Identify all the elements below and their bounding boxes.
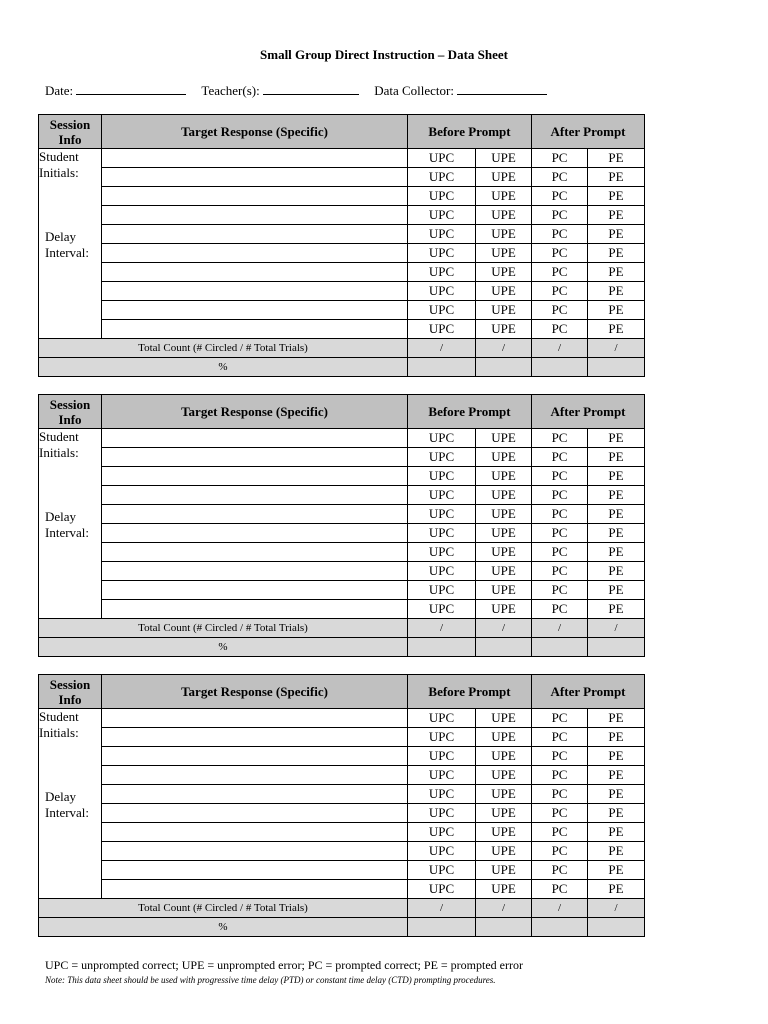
response-code-cell[interactable]: UPE <box>476 524 532 543</box>
response-code-cell[interactable]: PC <box>532 282 588 301</box>
date-label: Date: <box>45 83 74 98</box>
student-initials-label: Student Initials: <box>39 429 79 460</box>
response-code-cell[interactable]: PC <box>532 747 588 766</box>
response-code-cell[interactable]: UPC <box>408 282 476 301</box>
target-response-cell[interactable] <box>102 842 408 861</box>
response-code-cell[interactable]: UPE <box>476 804 532 823</box>
total-count-cell[interactable]: / <box>476 619 532 638</box>
response-code-cell[interactable]: UPE <box>476 842 532 861</box>
target-response-cell[interactable] <box>102 467 408 486</box>
percent-cell[interactable] <box>588 918 645 937</box>
data-table <box>38 114 645 377</box>
target-response-cell[interactable] <box>102 524 408 543</box>
trial-row <box>39 543 645 562</box>
trial-row <box>39 149 645 168</box>
session-info-header: Session Info <box>39 115 102 149</box>
target-response-cell[interactable] <box>102 543 408 562</box>
response-code-cell[interactable]: UPE <box>476 562 532 581</box>
target-response-cell[interactable] <box>102 581 408 600</box>
response-code-cell[interactable]: UPE <box>476 600 532 619</box>
response-code-cell[interactable]: PE <box>588 823 645 842</box>
delay-interval-label: Delay Interval: <box>45 509 90 540</box>
response-code-cell[interactable]: UPE <box>476 581 532 600</box>
trial-row <box>39 766 645 785</box>
session-info-header: Session Info <box>39 675 102 709</box>
response-code-cell[interactable]: UPC <box>408 823 476 842</box>
response-code-cell[interactable]: UPE <box>476 505 532 524</box>
response-code-cell[interactable]: UPE <box>476 244 532 263</box>
response-code-cell[interactable]: UPC <box>408 467 476 486</box>
target-response-cell[interactable] <box>102 747 408 766</box>
before-prompt-header: Before Prompt <box>408 395 532 429</box>
response-code-cell[interactable]: PE <box>588 244 645 263</box>
table-header-row <box>39 675 645 709</box>
total-count-cell[interactable]: / <box>476 339 532 358</box>
response-code-cell[interactable]: PE <box>588 301 645 320</box>
response-code-cell[interactable]: PC <box>532 709 588 728</box>
target-response-cell[interactable] <box>102 823 408 842</box>
total-count-cell[interactable]: / <box>476 899 532 918</box>
before-prompt-header: Before Prompt <box>408 675 532 709</box>
response-code-cell[interactable]: UPC <box>408 524 476 543</box>
after-prompt-header: After Prompt <box>532 115 645 149</box>
percent-cell[interactable] <box>476 638 532 657</box>
trial-row <box>39 505 645 524</box>
response-code-cell[interactable]: UPE <box>476 766 532 785</box>
response-code-cell[interactable]: UPE <box>476 747 532 766</box>
total-count-row <box>39 339 645 358</box>
response-code-cell[interactable]: PE <box>588 225 645 244</box>
table-header-row <box>39 395 645 429</box>
response-code-cell[interactable]: UPE <box>476 282 532 301</box>
response-code-cell[interactable]: UPC <box>408 263 476 282</box>
target-response-cell[interactable] <box>102 149 408 168</box>
target-response-cell[interactable] <box>102 320 408 339</box>
response-code-cell[interactable]: PE <box>588 600 645 619</box>
response-code-cell[interactable]: PE <box>588 562 645 581</box>
response-code-cell[interactable]: PC <box>532 880 588 899</box>
target-response-cell[interactable] <box>102 244 408 263</box>
target-response-cell[interactable] <box>102 804 408 823</box>
trial-row <box>39 225 645 244</box>
trial-row <box>39 880 645 899</box>
data-table <box>38 394 645 657</box>
response-code-cell[interactable]: UPE <box>476 728 532 747</box>
total-count-cell[interactable]: / <box>588 619 645 638</box>
total-count-label: Total Count (# Circled / # Total Trials) <box>39 339 408 358</box>
response-code-cell[interactable]: PE <box>588 320 645 339</box>
teacher-label: Teacher(s): <box>201 83 260 98</box>
student-initials-label: Student Initials: <box>39 709 79 740</box>
trial-row <box>39 206 645 225</box>
response-code-cell[interactable]: UPE <box>476 861 532 880</box>
response-code-cell[interactable]: UPE <box>476 467 532 486</box>
response-code-cell[interactable]: PC <box>532 728 588 747</box>
response-code-cell[interactable]: UPE <box>476 823 532 842</box>
response-code-cell[interactable]: PE <box>588 842 645 861</box>
percent-cell[interactable] <box>476 918 532 937</box>
after-prompt-header: After Prompt <box>532 395 645 429</box>
response-code-cell[interactable]: PC <box>532 600 588 619</box>
percent-cell[interactable] <box>588 358 645 377</box>
session-info-header: Session Info <box>39 395 102 429</box>
response-code-cell[interactable]: UPE <box>476 543 532 562</box>
trial-row <box>39 448 645 467</box>
trial-row <box>39 600 645 619</box>
response-code-cell[interactable]: UPE <box>476 206 532 225</box>
response-code-cell[interactable]: UPE <box>476 448 532 467</box>
total-count-cell[interactable]: / <box>588 339 645 358</box>
response-code-cell[interactable]: UPC <box>408 505 476 524</box>
response-code-cell[interactable]: PE <box>588 581 645 600</box>
response-code-cell[interactable]: PC <box>532 168 588 187</box>
target-response-header: Target Response (Specific) <box>102 675 408 709</box>
target-response-cell[interactable] <box>102 766 408 785</box>
response-code-cell[interactable]: UPC <box>408 244 476 263</box>
response-code-cell[interactable]: UPE <box>476 149 532 168</box>
response-code-cell[interactable]: UPC <box>408 543 476 562</box>
target-response-cell[interactable] <box>102 785 408 804</box>
target-response-cell[interactable] <box>102 505 408 524</box>
percent-row <box>39 638 645 657</box>
session-info-cell[interactable] <box>39 709 102 899</box>
response-code-cell[interactable]: UPE <box>476 263 532 282</box>
total-count-row <box>39 619 645 638</box>
response-code-cell[interactable]: PC <box>532 467 588 486</box>
trial-row <box>39 524 645 543</box>
percent-label: % <box>39 918 408 937</box>
response-code-cell[interactable]: UPE <box>476 486 532 505</box>
total-count-cell[interactable]: / <box>408 899 476 918</box>
trial-row <box>39 467 645 486</box>
target-response-header: Target Response (Specific) <box>102 395 408 429</box>
target-response-header: Target Response (Specific) <box>102 115 408 149</box>
response-code-cell[interactable]: PC <box>532 581 588 600</box>
percent-cell[interactable] <box>532 918 588 937</box>
response-code-cell[interactable]: PE <box>588 149 645 168</box>
total-count-cell[interactable]: / <box>588 899 645 918</box>
response-code-cell[interactable]: PE <box>588 785 645 804</box>
total-count-label: Total Count (# Circled / # Total Trials) <box>39 899 408 918</box>
response-code-cell[interactable]: PC <box>532 486 588 505</box>
target-response-cell[interactable] <box>102 263 408 282</box>
trial-row <box>39 168 645 187</box>
target-response-cell[interactable] <box>102 168 408 187</box>
percent-row <box>39 918 645 937</box>
response-code-cell[interactable]: UPC <box>408 168 476 187</box>
trial-row <box>39 282 645 301</box>
response-code-cell[interactable]: UPE <box>476 225 532 244</box>
response-code-cell[interactable]: PC <box>532 206 588 225</box>
total-count-cell[interactable]: / <box>532 619 588 638</box>
legend: UPC = unprompted correct; UPE = unprompted error; PC = prompted correct; PE = prompted error <box>45 958 523 972</box>
response-code-cell[interactable]: PE <box>588 429 645 448</box>
total-count-row <box>39 899 645 918</box>
response-code-cell[interactable]: PC <box>532 766 588 785</box>
response-code-cell[interactable]: UPC <box>408 486 476 505</box>
target-response-cell[interactable] <box>102 486 408 505</box>
target-response-cell[interactable] <box>102 282 408 301</box>
response-code-cell[interactable]: UPC <box>408 728 476 747</box>
target-response-cell[interactable] <box>102 225 408 244</box>
before-prompt-header: Before Prompt <box>408 115 532 149</box>
response-code-cell[interactable]: PC <box>532 861 588 880</box>
response-code-cell[interactable]: PC <box>532 320 588 339</box>
response-code-cell[interactable]: PC <box>532 263 588 282</box>
percent-cell[interactable] <box>588 638 645 657</box>
session-info-cell[interactable] <box>39 429 102 619</box>
response-code-cell[interactable]: UPC <box>408 747 476 766</box>
response-code-cell[interactable]: PC <box>532 842 588 861</box>
target-response-cell[interactable] <box>102 206 408 225</box>
trial-row <box>39 244 645 263</box>
response-code-cell[interactable]: PE <box>588 861 645 880</box>
response-code-cell[interactable]: UPC <box>408 320 476 339</box>
response-code-cell[interactable]: UPC <box>408 861 476 880</box>
response-code-cell[interactable]: UPE <box>476 709 532 728</box>
response-code-cell[interactable]: UPC <box>408 429 476 448</box>
response-code-cell[interactable]: PC <box>532 804 588 823</box>
total-count-cell[interactable]: / <box>408 339 476 358</box>
response-code-cell[interactable]: UPE <box>476 168 532 187</box>
total-count-cell[interactable]: / <box>532 339 588 358</box>
header-fields <box>45 82 559 99</box>
response-code-cell[interactable]: UPE <box>476 785 532 804</box>
target-response-cell[interactable] <box>102 880 408 899</box>
trial-row <box>39 823 645 842</box>
response-code-cell[interactable]: PE <box>588 505 645 524</box>
response-code-cell[interactable]: PE <box>588 467 645 486</box>
response-code-cell[interactable]: PC <box>532 562 588 581</box>
data-collector-field[interactable] <box>457 82 547 95</box>
percent-label: % <box>39 638 408 657</box>
data-table <box>38 674 645 937</box>
percent-cell[interactable] <box>532 358 588 377</box>
response-code-cell[interactable]: UPE <box>476 320 532 339</box>
response-code-cell[interactable]: PC <box>532 429 588 448</box>
after-prompt-header: After Prompt <box>532 675 645 709</box>
trial-row <box>39 486 645 505</box>
response-code-cell[interactable]: PE <box>588 206 645 225</box>
response-code-cell[interactable]: PE <box>588 282 645 301</box>
response-code-cell[interactable]: PE <box>588 880 645 899</box>
response-code-cell[interactable]: UPE <box>476 880 532 899</box>
date-field[interactable] <box>76 82 186 95</box>
trial-row <box>39 301 645 320</box>
response-code-cell[interactable]: UPE <box>476 301 532 320</box>
response-code-cell[interactable]: UPC <box>408 225 476 244</box>
trial-row <box>39 187 645 206</box>
response-code-cell[interactable]: UPE <box>476 429 532 448</box>
trial-row <box>39 562 645 581</box>
trial-row <box>39 728 645 747</box>
percent-cell[interactable] <box>408 358 476 377</box>
response-code-cell[interactable]: PE <box>588 448 645 467</box>
response-code-cell[interactable]: UPC <box>408 448 476 467</box>
response-code-cell[interactable]: PE <box>588 766 645 785</box>
response-code-cell[interactable]: UPC <box>408 804 476 823</box>
total-count-label: Total Count (# Circled / # Total Trials) <box>39 619 408 638</box>
student-initials-label: Student Initials: <box>39 149 79 180</box>
response-code-cell[interactable]: UPC <box>408 842 476 861</box>
response-code-cell[interactable]: PC <box>532 543 588 562</box>
target-response-cell[interactable] <box>102 600 408 619</box>
target-response-cell[interactable] <box>102 187 408 206</box>
response-code-cell[interactable]: PE <box>588 804 645 823</box>
response-code-cell[interactable]: UPC <box>408 187 476 206</box>
response-code-cell[interactable]: PE <box>588 709 645 728</box>
trial-row <box>39 785 645 804</box>
percent-row <box>39 358 645 377</box>
response-code-cell[interactable]: PC <box>532 225 588 244</box>
target-response-cell[interactable] <box>102 861 408 880</box>
response-code-cell[interactable]: PC <box>532 505 588 524</box>
response-code-cell[interactable]: PC <box>532 524 588 543</box>
total-count-cell[interactable]: / <box>408 619 476 638</box>
target-response-cell[interactable] <box>102 448 408 467</box>
response-code-cell[interactable]: PE <box>588 747 645 766</box>
response-code-cell[interactable]: PE <box>588 524 645 543</box>
trial-row <box>39 581 645 600</box>
trial-row <box>39 320 645 339</box>
target-response-cell[interactable] <box>102 301 408 320</box>
response-code-cell[interactable]: PC <box>532 785 588 804</box>
delay-interval-label: Delay Interval: <box>45 789 90 820</box>
response-code-cell[interactable]: PE <box>588 168 645 187</box>
teacher-field[interactable] <box>263 82 359 95</box>
trial-row <box>39 804 645 823</box>
target-response-cell[interactable] <box>102 429 408 448</box>
response-code-cell[interactable]: UPC <box>408 709 476 728</box>
response-code-cell[interactable]: UPC <box>408 581 476 600</box>
response-code-cell[interactable]: PC <box>532 187 588 206</box>
response-code-cell[interactable]: UPC <box>408 785 476 804</box>
trial-row <box>39 429 645 448</box>
delay-interval-label: Delay Interval: <box>45 229 90 260</box>
percent-cell[interactable] <box>408 918 476 937</box>
trial-row <box>39 861 645 880</box>
response-code-cell[interactable]: PE <box>588 486 645 505</box>
response-code-cell[interactable]: UPC <box>408 149 476 168</box>
response-code-cell[interactable]: PC <box>532 301 588 320</box>
session-info-cell[interactable] <box>39 149 102 339</box>
target-response-cell[interactable] <box>102 562 408 581</box>
response-code-cell[interactable]: PC <box>532 244 588 263</box>
data-collector-label: Data Collector: <box>374 83 454 98</box>
response-code-cell[interactable]: PE <box>588 543 645 562</box>
response-code-cell[interactable]: PE <box>588 187 645 206</box>
response-code-cell[interactable]: PC <box>532 448 588 467</box>
response-code-cell[interactable]: UPC <box>408 301 476 320</box>
trial-row <box>39 263 645 282</box>
page-title: Small Group Direct Instruction – Data Sheet <box>260 47 508 62</box>
table-header-row <box>39 115 645 149</box>
trial-row <box>39 842 645 861</box>
target-response-cell[interactable] <box>102 709 408 728</box>
response-code-cell[interactable]: UPE <box>476 187 532 206</box>
response-code-cell[interactable]: PC <box>532 823 588 842</box>
response-code-cell[interactable]: UPC <box>408 766 476 785</box>
response-code-cell[interactable]: UPC <box>408 880 476 899</box>
percent-label: % <box>39 358 408 377</box>
response-code-cell[interactable]: PE <box>588 728 645 747</box>
total-count-cell[interactable]: / <box>532 899 588 918</box>
note: Note: This data sheet should be used with progressive time delay (PTD) or constant time delay (CTD) prompting procedures. <box>45 975 496 985</box>
trial-row <box>39 709 645 728</box>
response-code-cell[interactable]: UPC <box>408 562 476 581</box>
percent-cell[interactable] <box>476 358 532 377</box>
target-response-cell[interactable] <box>102 728 408 747</box>
response-code-cell[interactable]: UPC <box>408 600 476 619</box>
percent-cell[interactable] <box>408 638 476 657</box>
percent-cell[interactable] <box>532 638 588 657</box>
response-code-cell[interactable]: PC <box>532 149 588 168</box>
trial-row <box>39 747 645 766</box>
response-code-cell[interactable]: UPC <box>408 206 476 225</box>
response-code-cell[interactable]: PE <box>588 263 645 282</box>
